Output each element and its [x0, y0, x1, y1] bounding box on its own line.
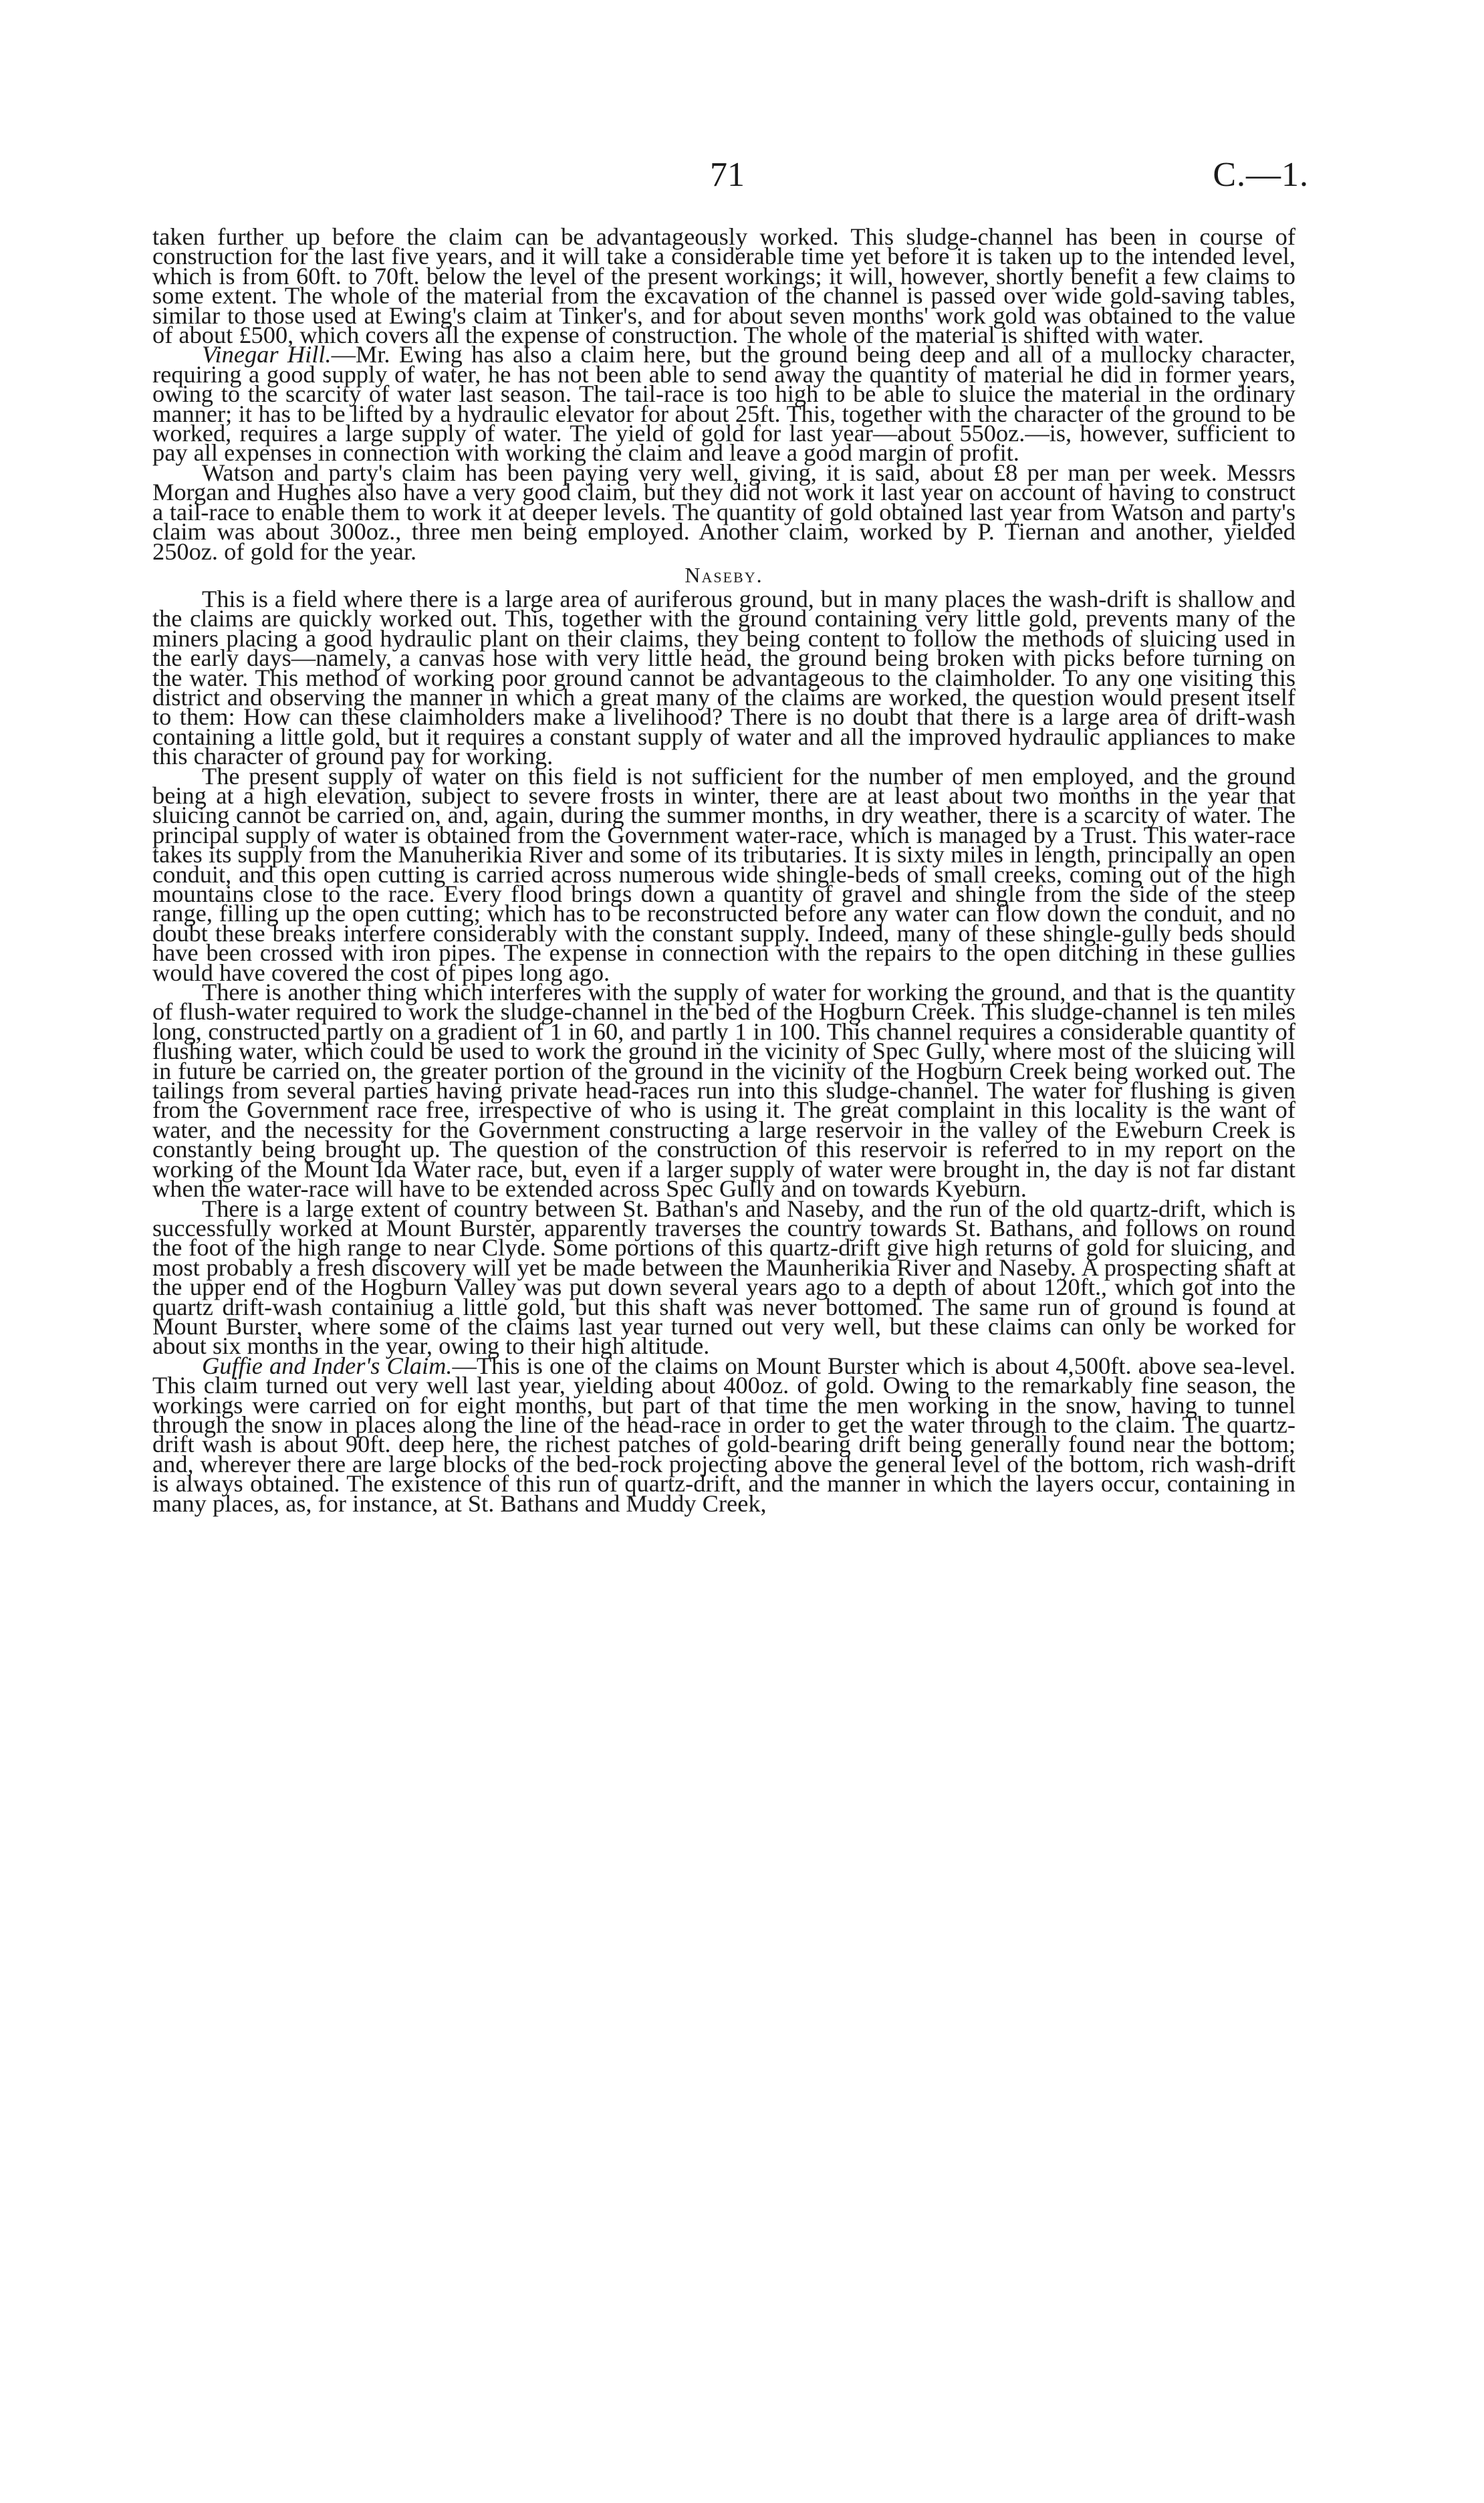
- section-heading-naseby: Naseby.: [685, 562, 763, 587]
- page-header: [0, 155, 1484, 209]
- vinegar-hill-title: Vinegar Hill.: [202, 341, 332, 368]
- paragraph-naseby-field: This is a field where there is a large area of auriferous ground, but in many places the wash-drift is shallow and the claims are quickly worked out. This, together with the ground containing very little gold, prevents many of the miners placing a good hydraulic plant on their claims, they being content to follow the methods of sluicing used in the early days—namely, a canvas hose with very little head, the ground being broken with picks before turning on the water. This method of working poor ground cannot be advantageous to the claimholder. To any one visiting this district and observing the manner in which a great many of the claims are worked, the question would present itself to them: How can these claimholders make a livelihood? There is no doubt that there is a large area of drift-wash containing a little gold, but it requires a constant supply of water and all the improved hydraulic appliances to make this character of ground pay for working.: [152, 585, 1295, 770]
- body-text: [152, 223, 1296, 1517]
- guffie-inder-title: Guffie and Inder's Claim.: [202, 1352, 453, 1379]
- paragraph-watson-claim: Watson and party's claim has been paying very well, giving, it is said, about £8 per man per week. Messrs Morgan and Hughes also have a very good claim, but they did not work it last year on account of having to construct a tail-race to enable them to work it at deeper levels. The quantity of gold obtained last year from Watson and party's claim was about 300oz., three men being employed. Another claim, worked by P. Tiernan and another, yielded 250oz. of gold for the year.: [152, 459, 1295, 565]
- paragraph-guffie-inder: [152, 1352, 1296, 1517]
- document-reference: C.—1.: [1213, 156, 1309, 194]
- paragraph-water-supply: The present supply of water on this field is not sufficient for the number of men employed, and the ground being at a high elevation, subject to severe frosts in winter, there are at least about two months in the year that sluicing cannot be carried on, and, again, during the summer months, in dry weather, there is a scarcity of water. The principal supply of water is obtained from the Government water-race, which is managed by a Trust. This water-race takes its supply from the Manuherikia River and some of its tributaries. It is sixty miles in length, principally an open conduit, and this open cutting is carried across numerous wide shingle-beds of small creeks, coming out of the high mountains close to the race. Every flood brings down a quantity of gravel and shingle from the side of the steep range, filling up the open cutting; which has to be reconstructed before any water can flow down the conduit, and no doubt these breaks interfere considerably with the constant supply. Indeed, many of these shingle-gully beds should have been crossed with iron pipes. The expense in connection with the repairs to the open ditching in these gullies would have covered the cost of pipes long ago.: [152, 762, 1295, 986]
- guffie-inder-text: —This is one of the claims on Mount Burster which is about 4,500ft. above sea-level. This claim turned out very well last year, yielding about 400oz. of gold. Owing to the remarkably fine season, the workings were carried on for eight months, but part of that time the men working in the snow, having to tunnel through the snow in places along the line of the head-race in order to get the water through to the claim. The quartz-drift wash is about 90ft. deep here, the richest patches of gold-bearing drift being generally found near the bottom; and, wherever there are large blocks of the bed-rock projecting above the general level of the bottom, rich wash-drift is always obtained. The existence of this run of quartz-drift, and the manner in which the layers occur, containing in many places, as, for instance, at St. Bathans and Muddy Creek,: [152, 1352, 1296, 1517]
- paragraph-flush-water: There is another thing which interferes with the supply of water for working the ground, and that is the quantity of flush-water required to work the sludge-channel in the bed of the Hogburn Creek. This sludge-channel is ten miles long, constructed partly on a gradient of 1 in 60, and partly 1 in 100. This channel requires a considerable quantity of flushing water, which could be used to work the ground in the vicinity of Spec Gully, where most of the sluicing will in future be carried on, the greater portion of the ground in the vicinity of the Hogburn Creek being worked out. The tailings from several parties having private head-races run into this sludge-channel. The water for flushing is given from the Government race free, irrespective of who is using it. The great complaint in this locality is the want of water, and the necessity for the Government constructing a large reservoir in the valley of the Eweburn Creek is constantly being brought up. The question of the construction of this reservoir is referred to in my report on the working of the Mount Ida Water race, but, even if a larger supply of water were brought in, the day is not far distant when the water-race will have to be extended across Spec Gully and on towards Kyeburn.: [152, 979, 1295, 1203]
- paragraph-vinegar-hill: [152, 341, 1295, 467]
- page-number: 71: [710, 156, 745, 194]
- paragraph-sludge-channel: taken further up before the claim can be advantageously worked. This sludge-channel has been in course of construction for the last five years, and it will take a considerable time yet before it is taken up to the intended level, which is from 60ft. to 70ft. below the level of the present workings; it will, however, shortly benefit a few claims to some extent. The whole of the material from the excavation of the channel is passed over wide gold-saving tables, similar to those used at Ewing's claim at Tinker's, and for about seven months' work gold was obtained to the value of about £500, which covers all the expense of construction. The whole of the material is shifted with water.: [152, 223, 1295, 349]
- vinegar-hill-text: —Mr. Ewing has also a claim here, but the ground being deep and all of a mullocky character, requiring a good supply of water, he has not been able to send away the quantity of material he did in former years, owing to the scarcity of water last season. The tail-race is too high to be able to sluice the material in the ordinary manner; it has to be lifted by a hydraulic elevator for about 25ft. This, together with the character of the ground to be worked, requires a large supply of water. The yield of gold for last year—about 550oz.—is, however, sufficient to pay all expenses in connection with working the claim and leave a good margin of profit.: [152, 341, 1295, 467]
- paragraph-quartz-drift: There is a large extent of country between St. Bathan's and Naseby, and the run of the old quartz-drift, which is successfully worked at Mount Burster, apparently traverses the country towards St. Bathans, and follows on round the foot of the high range to near Clyde. Some portions of this quartz-drift give high returns of gold for sluicing, and most probably a fresh discovery will yet be made between the Maunherikia River and Naseby. A prospecting shaft at the upper end of the Hogburn Valley was put down several years ago to a depth of about 120ft., which got into the quartz drift-wash containiug a little gold, but this shaft was never bottomed. The same run of ground is found at Mount Burster, where some of the claims last year turned out very well, but these claims can only be worked for about six months in the year, owing to their high altitude.: [152, 1195, 1295, 1360]
